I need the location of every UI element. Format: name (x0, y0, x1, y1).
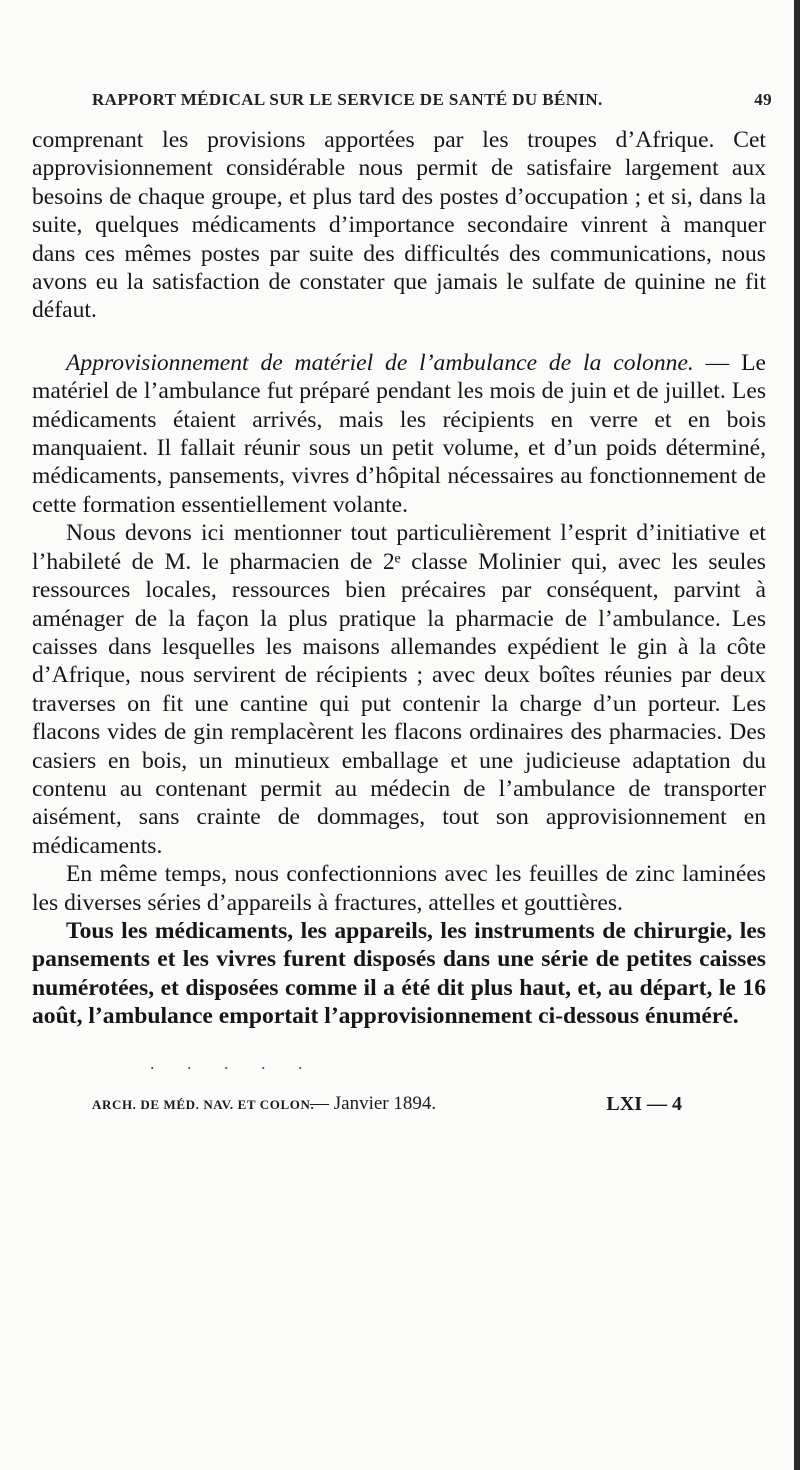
paragraph-4: En même temps, nous confectionnions avec les feuilles de zinc laminées les diverses séries d’appareils à fractures, attelles et gouttières. (32, 861, 766, 916)
page-header (92, 90, 772, 116)
paragraph-5: Tous les médicaments, les appareils, les instruments de chirurgie, les pansements et les vivres furent disposés dans une série de petites caisses numérotées, et disposées comme il a été dit plus haut, et, au départ, le 16 août, l’ambulance emportait l’approvisionnement ci-dessous énuméré. (32, 917, 766, 1030)
paragraph-3: Nous devons ici mentionner tout particulièrement l’esprit d’initiative et l’habileté de M. le pharmacien de 2ᵉ classe Molinier qui, avec les seules ressources locales, ressources bien précaires par conséquent, parvint à aménager de la façon la plus pratique la pharmacie de l’ambulance. Les caisses dans lesquelles les maisons allemandes expédient le gin à la côte d’Afrique, nous servirent de récipients ; avec deux boîtes réunies par deux traverses on fit une cantine qui put contenir la charge d’un porteur. Les flacons vides de gin remplacèrent les flacons ordinaires des pharmacies. Des casiers en bois, un minutieux emballage et une judicieuse adaptation du contenu au contenant permit au médecin de l’ambulance de transporter aisément, sans crainte de dommages, tout son approvisionnement en médicaments. (32, 520, 766, 859)
paragraph-2 (32, 349, 766, 519)
volume-signature: LXI — 4 (606, 1093, 682, 1115)
journal-reference: ARCH. DE MÉD. NAV. ET COLON. (92, 1097, 315, 1112)
page-number: 49 (754, 90, 772, 109)
paragraph-1: comprenant les provisions apportées par les troupes d’Afrique. Cet approvisionnement considérable nous permit de satisfaire largement aux besoins de chaque groupe, et plus tard des postes d’occupation ; et si, dans la suite, quelques médicaments d’importance secondaire vinrent à manquer dans ces mêmes postes par suite des difficultés des communications, nous avons eu la satisfaction de constater que jamais le sulfate de quinine ne fit défaut. (32, 127, 766, 324)
page-edge (794, 0, 800, 1470)
page-footer (92, 1093, 682, 1119)
running-title: RAPPORT MÉDICAL SUR LE SERVICE DE SANTÉ DU BÉNIN. (92, 90, 603, 109)
issue-date: — Janvier 1894. (310, 1093, 437, 1114)
paragraph-2-text: — Le matériel de l’ambulance fut préparé pendant les mois de juin et de juillet. Les médicaments étaient arrivés, mais les récipients en verre et en bois manquaient. Il fallait réunir sous un petit volume, et d’un poids déterminé, médicaments, pansements, vivres d’hôpital nécessaires au fonctionnement de cette formation essentiellement volante. (32, 349, 766, 518)
section-title: Approvisionnement de matériel de l’ambulance de la colonne. (66, 349, 694, 376)
ellipsis-dots: . . . . . (150, 1053, 317, 1073)
body-text (32, 126, 766, 1031)
